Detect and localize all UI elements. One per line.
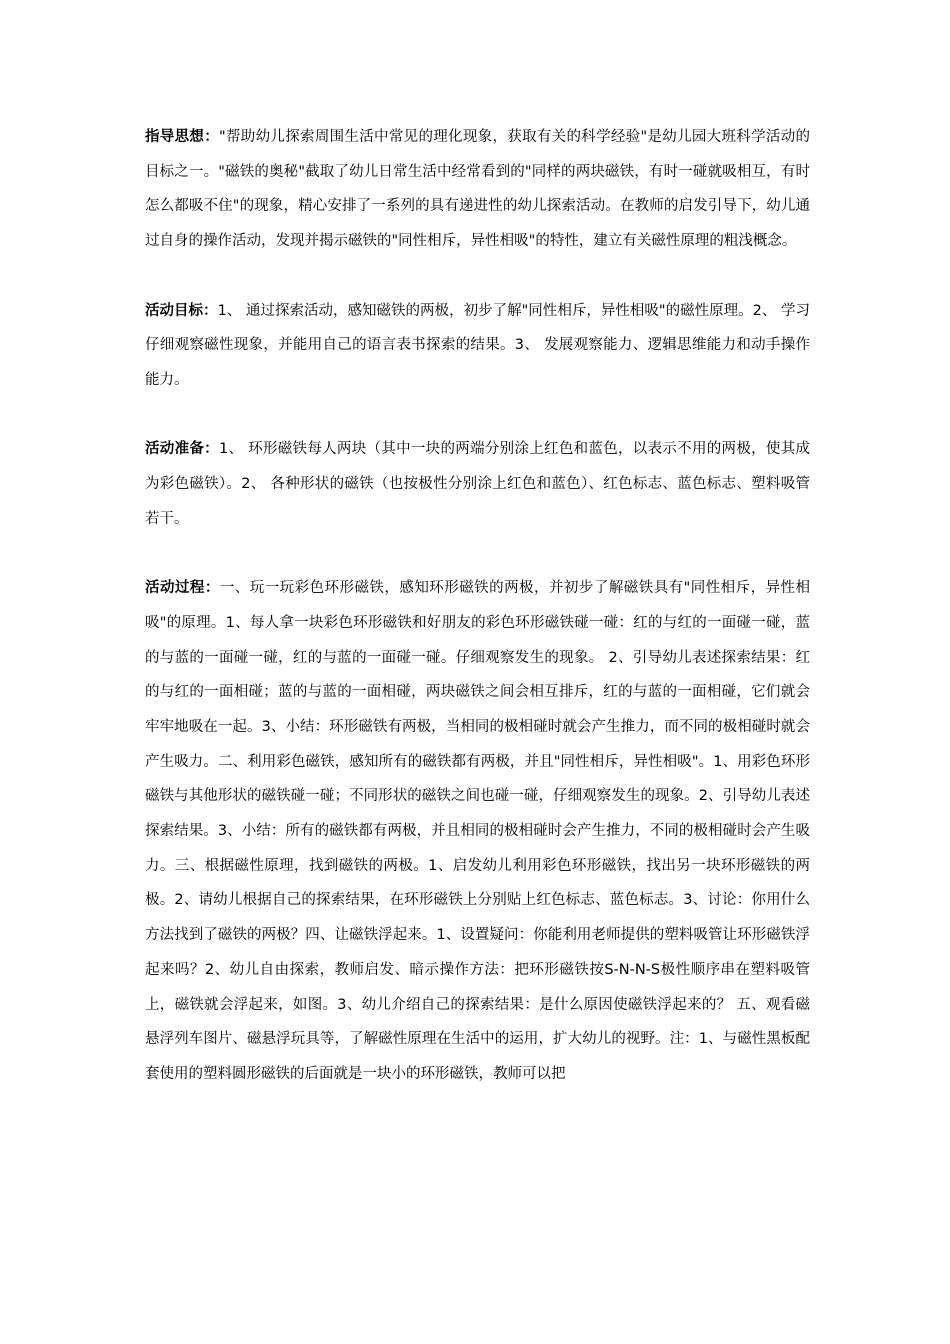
section-text: 1、 环形磁铁每人两块（其中一块的两端分别涂上红色和蓝色，以表示不用的两极，使其成为彩色磁铁）。2、 各种形状的磁铁（也按极性分别涂上红色和蓝色）、红色标志、蓝色标志、塑料吸管若干。 xyxy=(145,441,810,527)
section-text: 一、玩一玩彩色环形磁铁，感知环形磁铁的两极，并初步了解磁铁具有"同性相斥，异性相吸"的原理。1、每人拿一块彩色环形磁铁和好朋友的彩色环形磁铁碰一碰：红的与红的一面碰一碰，蓝的与蓝的一面碰一碰，红的与蓝的一面碰一碰。仔细观察发生的现象。 2、引导幼儿表述探索结果：红的与红的一面相碰；蓝的与蓝的一面相碰，两块磁铁之间会相互排斥，红的与蓝的一面相碰，它们就会牢牢地吸在一起。3、小结：环形磁铁有两极，当相同的极相碰时就会产生推力，而不同的极相碰时就会产生吸力。二、利用彩色磁铁，感知所有的磁铁都有两极，并且"同性相斥，异性相吸"。1、用彩色环形磁铁与其他形状的磁铁碰一碰；不同形状的磁铁之间也碰一碰，仔细观察发生的现象。2、引导幼儿表述探索结果。3、小结：所有的磁铁都有两极，并且相同的极相碰时会产生推力，不同的极相碰时会产生吸力。三、根据磁性原理，找到磁铁的两极。1、启发幼儿利用彩色环形磁铁，找出另一块环形磁铁的两极。2、请幼儿根据自己的探索结果，在环形磁铁上分别贴上红色标志、蓝色标志。3、讨论：你用什么方法找到了磁铁的两极？四、让磁铁浮起来。1、设置疑问：你能利用老师提供的塑料吸管让环形磁铁浮起来吗？2、幼儿自由探索，教师启发、暗示操作方法：把环形磁铁按S-N-N-S极性顺序串在塑料吸管上，磁铁就会浮起来，如图。3、幼儿介绍自己的探索结果：是什么原因使磁铁浮起来的？ 五、观看磁悬浮列车图片、磁悬浮玩具等，了解磁性原理在生活中的运用，扩大幼儿的视野。注：1、与磁性黑板配套使用的塑料圆形磁铁的后面就是一块小的环形磁铁，教师可以把 xyxy=(145,580,810,1082)
section-text: 1、 通过探索活动，感知磁铁的两极，初步了解"同性相斥，异性相吸"的磁性原理。2、 学习仔细观察磁性现象，并能用自己的语言表书探索的结果。3、 发展观察能力、逻辑思维能力和动手操作能力。 xyxy=(145,302,811,388)
section-activity-process xyxy=(145,571,810,1092)
section-activity-preparation xyxy=(145,432,810,536)
document-page xyxy=(145,120,810,1092)
section-text: "帮助幼儿探索周围生活中常见的理化现象，获取有关的科学经验"是幼儿园大班科学活动的目标之一。"磁铁的奥秘"截取了幼儿日常生活中经常看到的"同样的两块磁铁，有时一碰就吸相互，有时怎么都吸不住"的现象，精心安排了一系列的具有递进性的幼儿探索活动。在教师的启发引导下，幼儿通过自身的操作活动，发现并揭示磁铁的"同性相斥，异性相吸"的特性，建立有关磁性原理的粗浅概念。 xyxy=(145,129,811,250)
section-guiding-idea xyxy=(145,120,810,259)
section-label: 指导思想： xyxy=(145,129,220,145)
section-label: 活动目标： xyxy=(145,302,218,319)
section-label: 活动过程： xyxy=(145,580,220,597)
section-label: 活动准备： xyxy=(145,441,219,458)
section-activity-goals xyxy=(145,294,810,398)
